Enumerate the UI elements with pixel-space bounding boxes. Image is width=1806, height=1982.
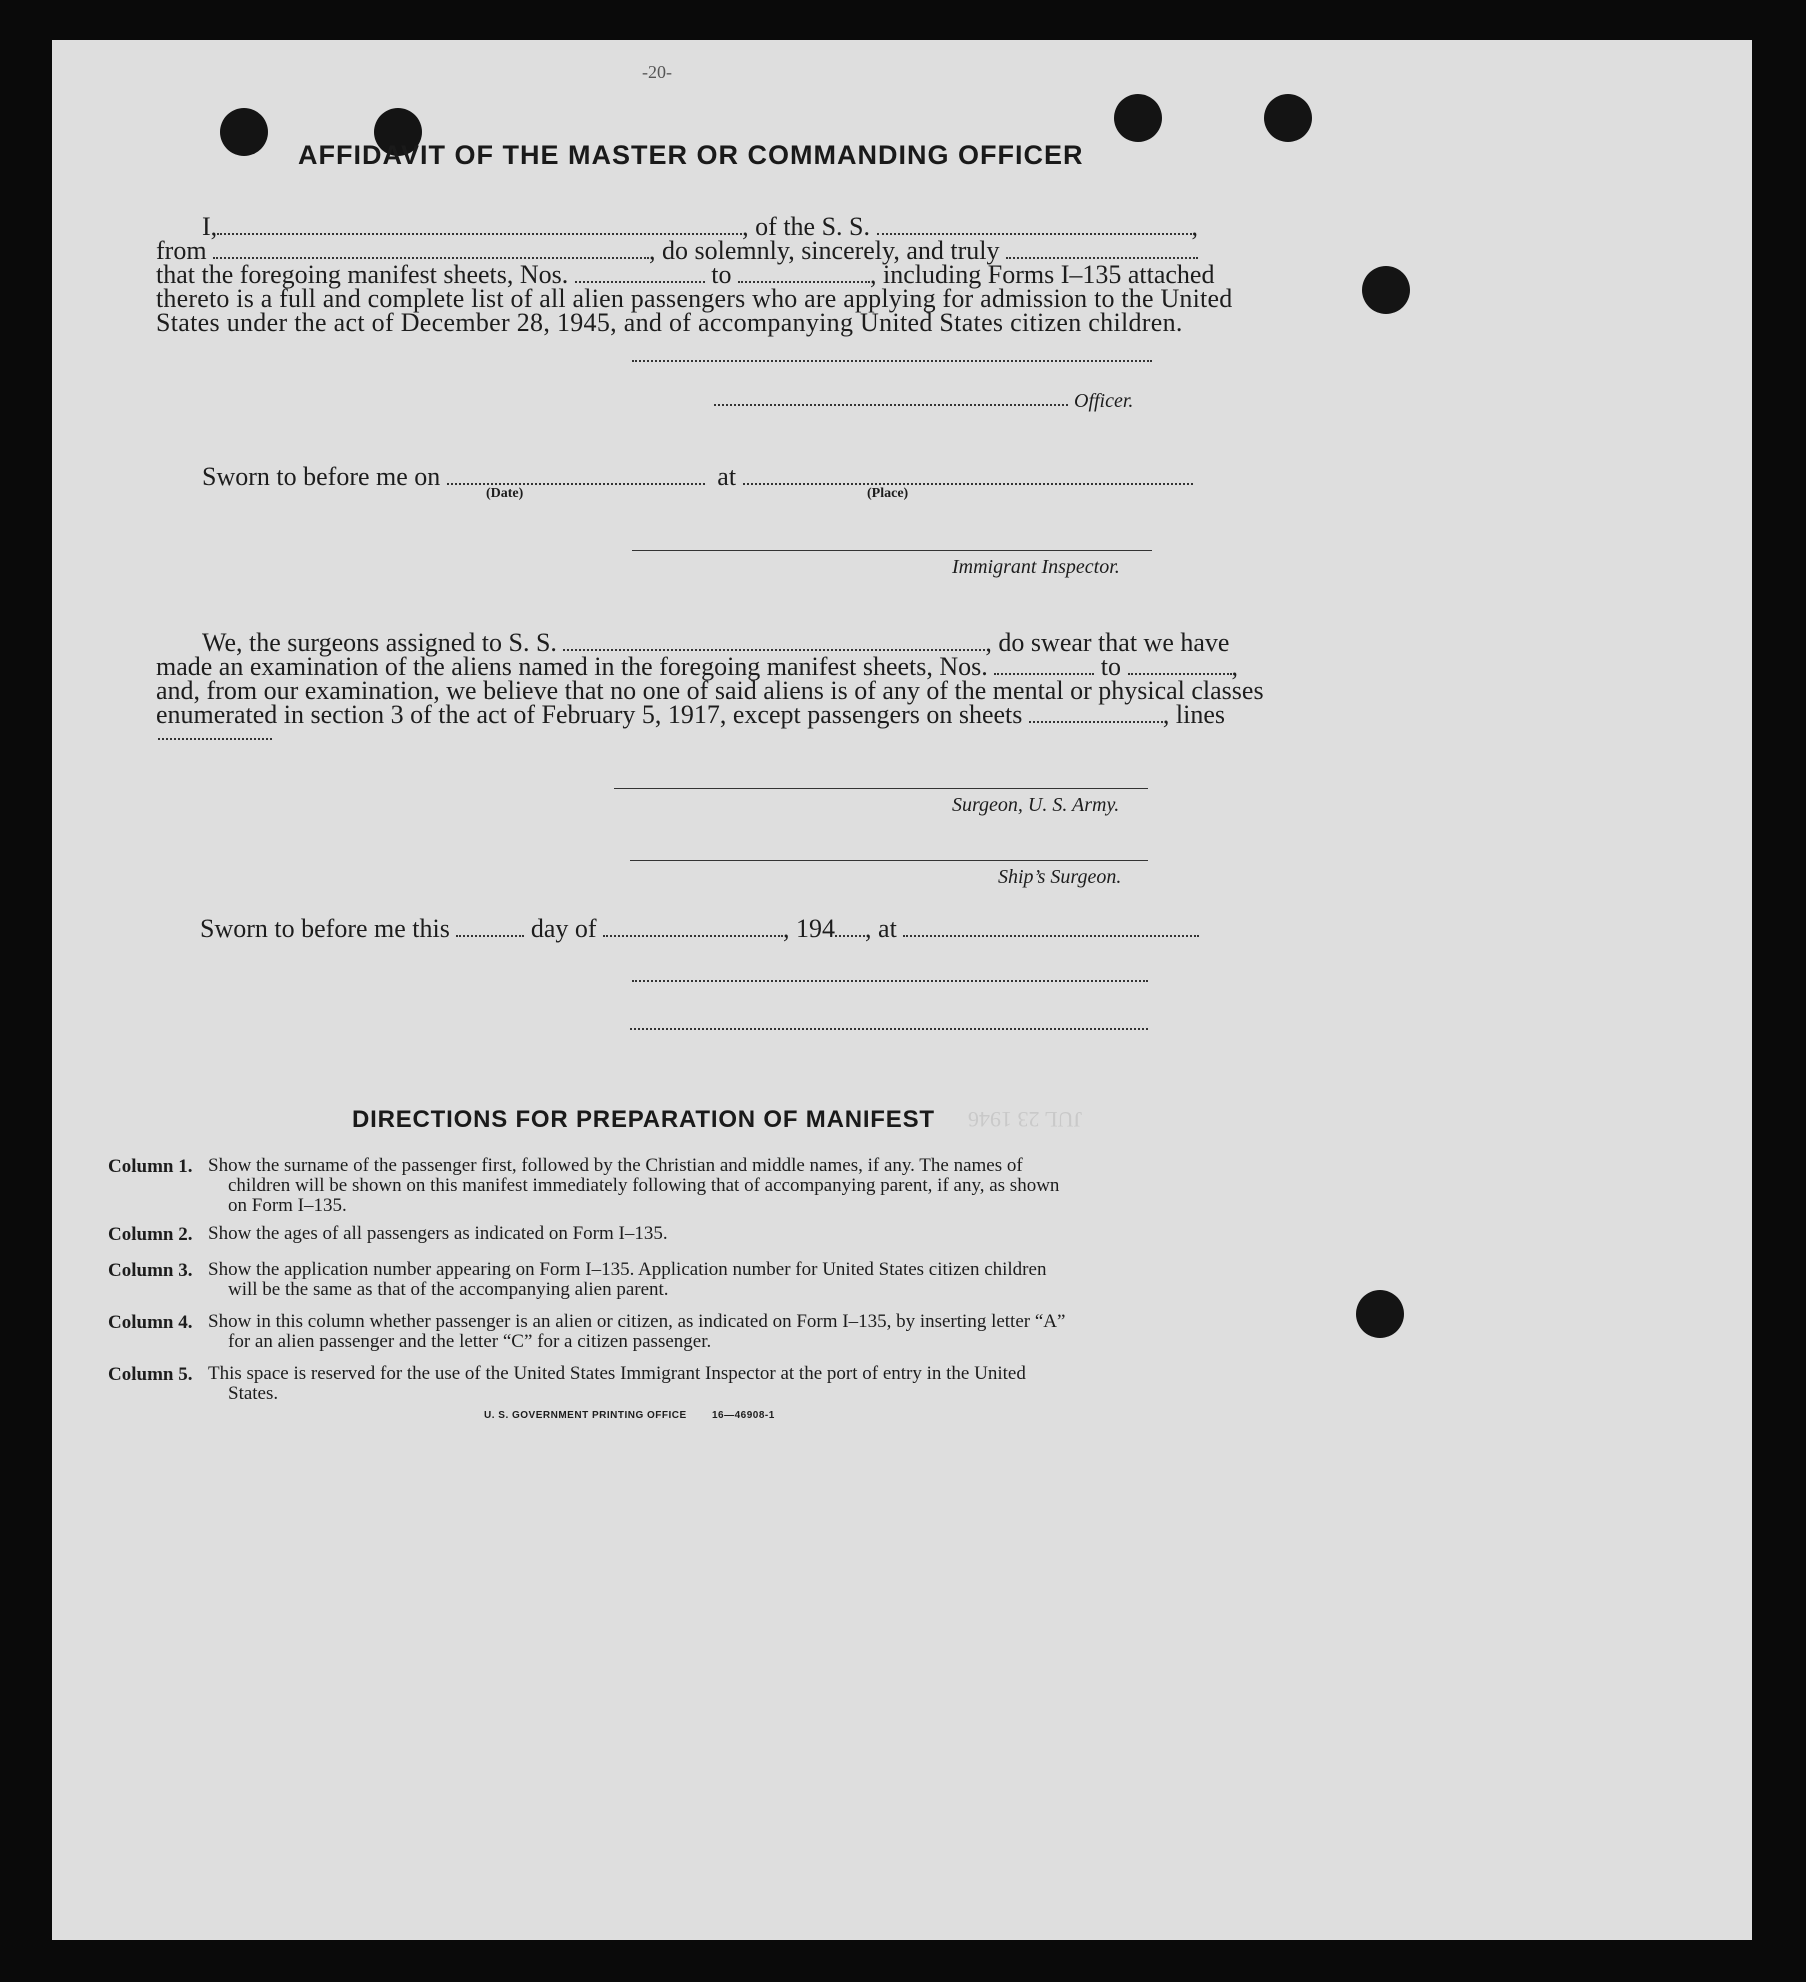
officer-label: Officer.: [1074, 390, 1134, 412]
manifest-sheet-from-field[interactable]: [575, 281, 705, 283]
punch-hole-top-right-2: [1264, 94, 1312, 142]
affidavit-title: AFFIDAVIT OF THE MASTER OR COMMANDING OFFICER: [298, 140, 1084, 170]
sworn-date-field[interactable]: [447, 483, 705, 485]
affidavit-line-5: States under the act of December 28, 1945, and of accompanying United States citizen children.: [156, 308, 1183, 337]
sworn-date-line: Sworn to before me on at: [202, 462, 1193, 492]
directions-title: DIRECTIONS FOR PREPARATION OF MANIFEST: [352, 1106, 935, 1133]
direction-text: Show the ages of all passengers as indicated on Form I–135.: [208, 1223, 668, 1244]
column-label: Column 2.: [108, 1224, 193, 1245]
form-page: [52, 40, 1752, 1940]
sworn-day-line: Sworn to before me this day of , 194 , at: [200, 914, 1199, 944]
sworn-day-field[interactable]: [456, 935, 524, 937]
surgeons-line-4: enumerated in section 3 of the act of February 5, 1917, except passengers on sheets , lines: [156, 700, 1226, 729]
column-label: Column 5.: [108, 1364, 193, 1385]
direction-text: Show the application number appearing on Form I–135. Application number for United States citizen children will be the same as that of the accompanying alien parent.: [208, 1259, 1047, 1300]
printer-imprint: U. S. GOVERNMENT PRINTING OFFICE 16—46908-1: [484, 1410, 775, 1421]
surgeons-line-3: and, from our examination, we believe that no one of said aliens is of any of the mental or physical classes: [156, 676, 1264, 705]
sworn-year-field[interactable]: [835, 935, 865, 937]
inspector-label: Immigrant Inspector.: [952, 556, 1120, 578]
date-caption: (Date): [486, 486, 524, 501]
oath-field[interactable]: [1006, 257, 1198, 259]
except-sheets-field[interactable]: [1029, 721, 1163, 723]
affidavit-line-3: that the foregoing manifest sheets, Nos. to , including Forms I–135 attached: [156, 260, 1215, 289]
sworn2-signature-line-2[interactable]: [630, 1028, 1148, 1030]
surgeons-sheet-to-field[interactable]: [1128, 673, 1232, 675]
officer-signature-line[interactable]: [632, 360, 1152, 362]
surgeons-ship-field[interactable]: [563, 649, 985, 651]
army-surgeon-signature-line[interactable]: [614, 788, 1148, 789]
inspector-signature-line[interactable]: [632, 550, 1152, 551]
punch-hole-right-lower: [1356, 1290, 1404, 1338]
sworn-month-field[interactable]: [603, 935, 783, 937]
punch-hole-top-right-1: [1114, 94, 1162, 142]
column-label: Column 1.: [108, 1156, 193, 1177]
surgeons-sheet-from-field[interactable]: [994, 673, 1094, 675]
faint-date-stamp: JUL 23 1946: [968, 1107, 1083, 1132]
surgeons-line-1: We, the surgeons assigned to S. S. , do swear that we have: [202, 628, 1230, 657]
direction-text: Show in this column whether passenger is an alien or citizen, as indicated on Form I–135, by inserting letter “A” for an alien passenger and the letter “C” for a citizen passenger.: [208, 1311, 1066, 1352]
column-label: Column 3.: [108, 1260, 193, 1281]
sworn-place-field[interactable]: [743, 483, 1193, 485]
direction-text: Show the surname of the passenger first, followed by the Christian and middle names, if any. The names of children will be shown on this manifest immediately following that of accompanying parent, if any, as shown on Form I–135.: [208, 1155, 1060, 1216]
direction-text: This space is reserved for the use of the United States Immigrant Inspector at the port of entry in the United States.: [208, 1363, 1026, 1404]
army-surgeon-label: Surgeon, U. S. Army.: [952, 794, 1120, 816]
except-lines-field[interactable]: [158, 738, 272, 740]
affidavit-line-4: thereto is a full and complete list of all alien passengers who are applying for admission to the United: [156, 284, 1233, 313]
ship-name-field[interactable]: [877, 233, 1192, 235]
officer-name-field[interactable]: [217, 233, 742, 235]
ships-surgeon-signature-line[interactable]: [630, 860, 1148, 861]
sworn2-place-field[interactable]: [903, 935, 1199, 937]
ships-surgeon-label: Ship’s Surgeon.: [998, 866, 1122, 888]
from-port-field[interactable]: [213, 257, 649, 259]
affidavit-line-2: from , do solemnly, sincerely, and truly: [156, 236, 1198, 266]
sworn2-signature-line-1[interactable]: [632, 980, 1148, 982]
punch-hole-right-upper: [1362, 266, 1410, 314]
affidavit-line-1: I, , of the S. S. ,: [202, 212, 1199, 241]
column-label: Column 4.: [108, 1312, 193, 1333]
surgeons-line-2: made an examination of the aliens named in the foregoing manifest sheets, Nos. to ,: [156, 652, 1238, 681]
punch-hole-left: [220, 108, 268, 156]
manifest-sheet-to-field[interactable]: [738, 281, 870, 283]
officer-title-line[interactable]: [714, 404, 1068, 406]
place-caption: (Place): [867, 486, 909, 501]
header-mark: -20-: [642, 62, 672, 82]
